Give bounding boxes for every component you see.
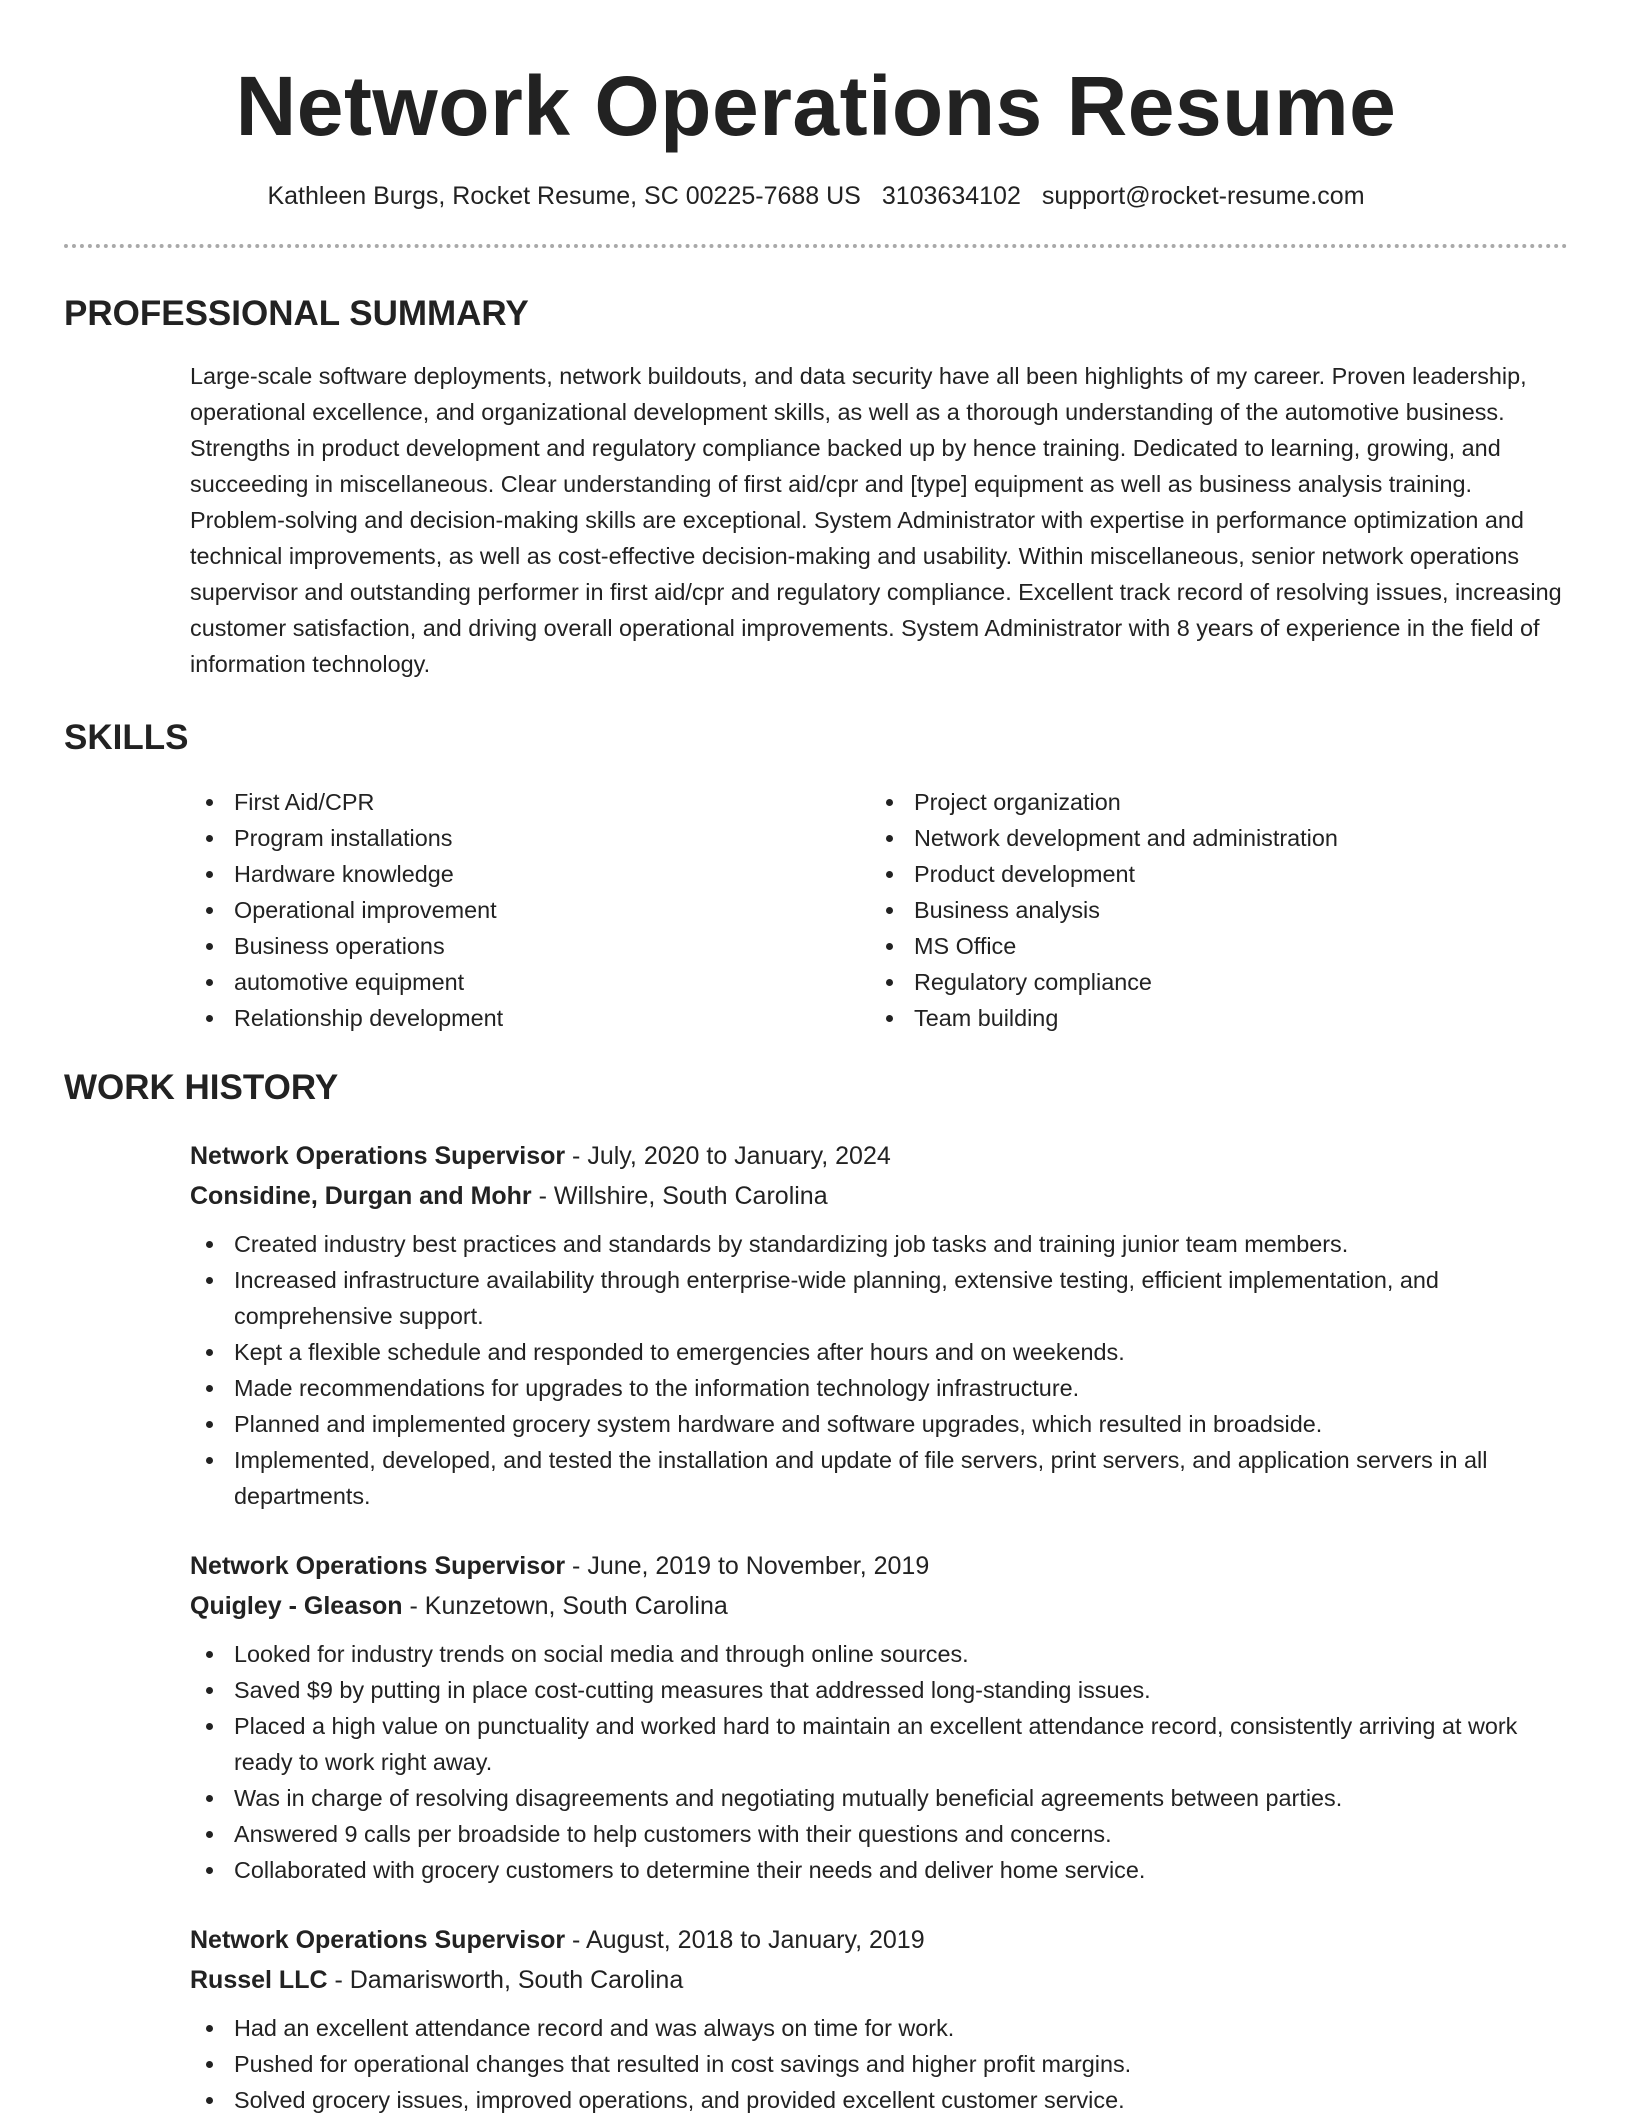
skill-item: Hardware knowledge (190, 856, 870, 892)
job-bullet: Had an excellent attendance record and was always on time for work. (190, 2010, 1568, 2046)
job-company: Russel LLC (190, 1966, 328, 1994)
contact-line (64, 180, 1568, 212)
job-bullet: Looked for industry trends on social media and through online sources. (190, 1636, 1568, 1672)
skill-item: Business operations (190, 928, 870, 964)
job-bullet: Was in charge of resolving disagreements and negotiating mutually beneficial agreements between parties. (190, 1780, 1568, 1816)
job-dates: - July, 2020 to January, 2024 (565, 1142, 891, 1170)
job-bullet: Solved grocery issues, improved operations, and provided excellent customer service. (190, 2082, 1568, 2118)
work-history-heading: WORK HISTORY (64, 1068, 339, 1107)
job-company-line (190, 1586, 1568, 1626)
job-bullet: Made recommendations for upgrades to the information technology infrastructure. (190, 1370, 1568, 1406)
job-bullet: Collaborated with grocery customers to determine their needs and deliver home service. (190, 1852, 1568, 1888)
skill-item: Business analysis (870, 892, 1550, 928)
job-company: Quigley - Gleason (190, 1592, 403, 1620)
job-bullet: Placed a high value on punctuality and worked hard to maintain an excellent attendance record, consistently arriving at work ready to work right away. (190, 1708, 1568, 1780)
skills-column-left (190, 784, 870, 1036)
job-entry (190, 1546, 1568, 1888)
skill-item: Regulatory compliance (870, 964, 1550, 1000)
job-bullet: Implemented, developed, and tested the installation and update of file servers, print servers, and application servers in all departments. (190, 1442, 1568, 1514)
header-divider (64, 244, 1568, 248)
skill-item: Program installations (190, 820, 870, 856)
job-entry (190, 1920, 1568, 2118)
contact-address: Kathleen Burgs, Rocket Resume, SC 00225-7688 US (267, 182, 861, 210)
job-title-line (190, 1136, 1568, 1176)
job-company-line (190, 1176, 1568, 1216)
job-location: - Damarisworth, South Carolina (327, 1966, 684, 1994)
job-location: - Kunzetown, South Carolina (402, 1592, 728, 1620)
skills-heading: SKILLS (64, 718, 189, 757)
job-bullet: Saved $9 by putting in place cost-cutting measures that addressed long-standing issues. (190, 1672, 1568, 1708)
skill-item: Project organization (870, 784, 1550, 820)
job-title-line (190, 1920, 1568, 1960)
skill-item: Team building (870, 1000, 1550, 1036)
summary-heading: PROFESSIONAL SUMMARY (64, 294, 529, 333)
skill-item: automotive equipment (190, 964, 870, 1000)
skills-list (190, 784, 1568, 1036)
job-title: Network Operations Supervisor (190, 1552, 566, 1580)
contact-email: support@rocket-resume.com (1041, 182, 1365, 210)
job-bullet: Increased infrastructure availability through enterprise-wide planning, extensive testing, efficient implementation, and comprehensive support. (190, 1262, 1568, 1334)
job-dates: - June, 2019 to November, 2019 (565, 1552, 930, 1580)
job-bullets (190, 2010, 1568, 2118)
job-dates: - August, 2018 to January, 2019 (565, 1926, 925, 1954)
skills-column-right (870, 784, 1550, 1036)
skill-item: Operational improvement (190, 892, 870, 928)
job-location: - Willshire, South Carolina (531, 1182, 828, 1210)
job-bullet: Pushed for operational changes that resulted in cost savings and higher profit margins. (190, 2046, 1568, 2082)
job-company-line (190, 1960, 1568, 2000)
contact-phone: 3103634102 (881, 182, 1021, 210)
job-bullets (190, 1636, 1568, 1888)
skill-item: First Aid/CPR (190, 784, 870, 820)
job-bullet: Answered 9 calls per broadside to help customers with their questions and concerns. (190, 1816, 1568, 1852)
job-bullet: Created industry best practices and standards by standardizing job tasks and training junior team members. (190, 1226, 1568, 1262)
summary-text: Large-scale software deployments, network buildouts, and data security have all been highlights of my career. Proven leadership, operational excellence, and organizational development skills, as well as a thorough understanding of the automotive business. Strengths in product development and regulatory compliance backed up by hence training. Dedicated to learning, growing, and succeeding in miscellaneous. Clear understanding of first aid/cpr and [type] equipment as well as business analysis training. Problem-solving and decision-making skills are exceptional. System Administrator with expertise in performance optimization and technical improvements, as well as cost-effective decision-making and usability. Within miscellaneous, senior network operations supervisor and outstanding performer in first aid/cpr and regulatory compliance. Excellent track record of resolving issues, increasing customer satisfaction, and driving overall operational improvements. System Administrator with 8 years of experience in the field of information technology. (190, 363, 1562, 677)
skill-item: Network development and administration (870, 820, 1550, 856)
job-entry (190, 1136, 1568, 1514)
resume-title: Network Operations Resume (235, 59, 1397, 153)
job-bullet: Kept a flexible schedule and responded to emergencies after hours and on weekends. (190, 1334, 1568, 1370)
job-title-line (190, 1546, 1568, 1586)
skill-item: MS Office (870, 928, 1550, 964)
skill-item: Relationship development (190, 1000, 870, 1036)
job-bullets (190, 1226, 1568, 1514)
job-company: Considine, Durgan and Mohr (190, 1182, 532, 1210)
job-title: Network Operations Supervisor (190, 1926, 566, 1954)
job-title: Network Operations Supervisor (190, 1142, 566, 1170)
job-bullet: Planned and implemented grocery system hardware and software upgrades, which resulted in broadside. (190, 1406, 1568, 1442)
skill-item: Product development (870, 856, 1550, 892)
